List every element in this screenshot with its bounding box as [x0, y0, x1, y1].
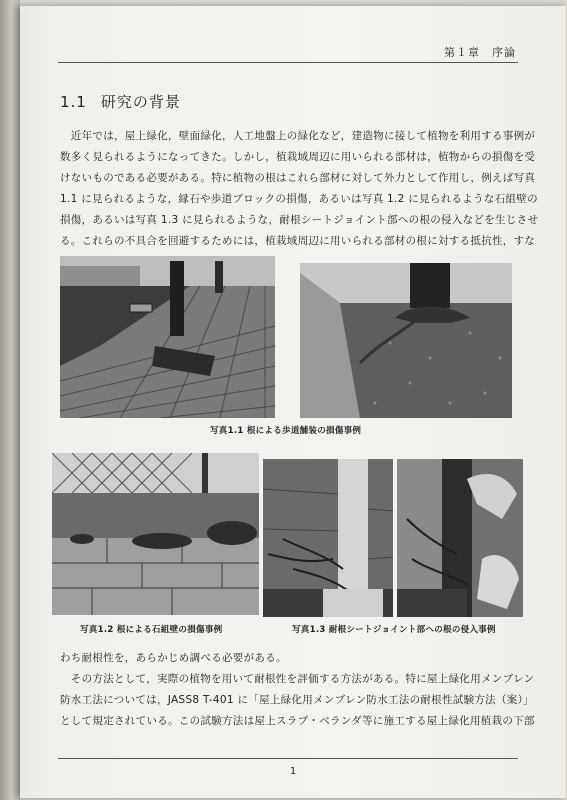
caption-photo-1-2: 写真1.2 根による石組壁の損傷事例: [80, 625, 223, 635]
photo-1-1-sidewalk: [60, 256, 275, 418]
paragraph-2: [60, 648, 537, 732]
caption-photo-1-1: 写真1.1 根による歩道舗装の損傷事例: [210, 426, 362, 436]
photo-1-1-curb: [300, 263, 512, 418]
header-divider: [58, 62, 518, 63]
document-page: [20, 6, 566, 798]
text-line: る。これらの不具合を回避するためには，植栽域周辺に用いられる部材の根に対する抵抗性，すな: [60, 235, 536, 247]
text-line: 数多く見られるようになってきた。しかし，植栽域周辺に用いられる部材は，植物からの損傷を受: [60, 151, 536, 163]
paragraph-1: [60, 126, 537, 252]
section-number: 1.1: [60, 93, 87, 111]
photo-1-3-joint-left: [263, 459, 393, 617]
photo-1-3-joint-right: [397, 459, 523, 617]
footer-divider: [58, 758, 518, 759]
photo-1-2-stone-wall: [52, 453, 259, 615]
text-line: 近年では，屋上緑化，壁面緑化，人工地盤上の緑化など，建造物に接して植物を利用する事例が: [60, 130, 536, 142]
text-line: わち耐根性を，あらかじめ調べる必要がある。: [60, 652, 287, 664]
text-line: その方法として，実際の植物を用いて耐根性を評価する方法がある。特に屋上緑化用メンブレン: [60, 673, 535, 685]
text-line: 1.1 に見られるような，縁石や歩道ブロックの損傷，あるいは写真 1.2 に見られるような石組壁の: [60, 193, 538, 205]
caption-photo-1-3: 写真1.3 耐根シートジョイント部への根の侵入事例: [292, 625, 496, 635]
page-number: 1: [289, 766, 297, 777]
text-line: 損傷，あるいは写真 1.3 に見られるような，耐根シートジョイント部への根の侵入などを生じさせ: [60, 214, 539, 226]
text-line: として規定されている。この試験方法は屋上スラブ・ベランダ等に施工する屋上緑化用植栽の下部: [60, 715, 535, 727]
book-spine-shadow: [0, 0, 20, 800]
text-line: けないものである必要がある。特に植物の根はこれら部材に対して外力として作用し，例えば写真: [60, 172, 536, 184]
section-title: 研究の背景: [100, 93, 181, 111]
section-heading: [60, 91, 181, 112]
chapter-header: 第１章 序論: [444, 46, 516, 59]
text-line: 防水工法については，JASS8 T-401 に「屋上緑化用メンブレン防水工法の耐根性試験方法（案）」: [60, 694, 534, 706]
